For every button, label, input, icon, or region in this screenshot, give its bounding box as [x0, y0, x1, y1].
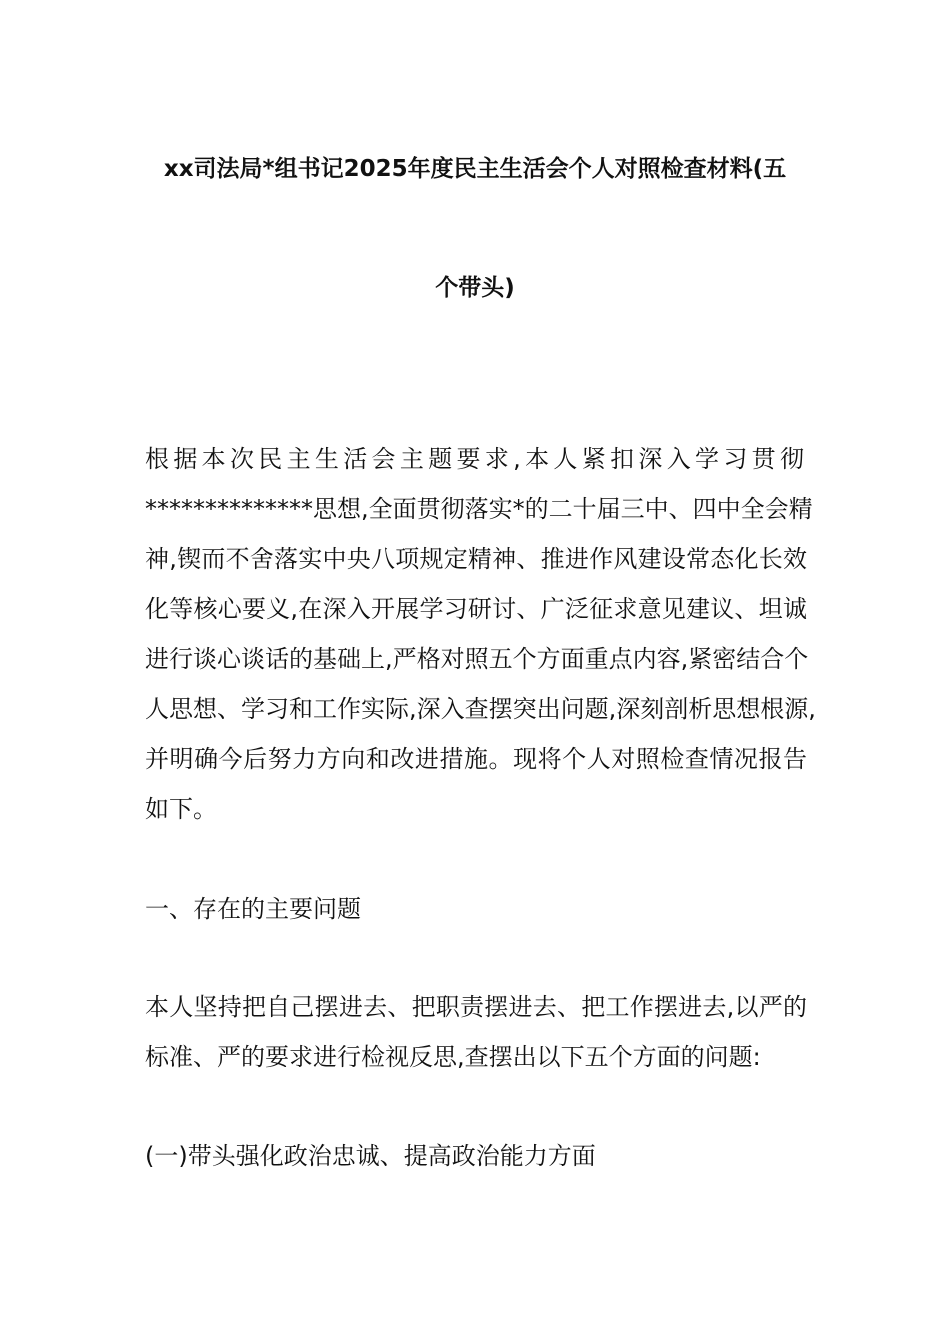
subsection-heading: (一)带头强化政治忠诚、提高政治能力方面 — [145, 1142, 596, 1170]
intro-paragraph-line: 并明确今后努力方向和改进措施。现将个人对照检查情况报告 — [145, 745, 807, 773]
document-title-line-1: xx司法局*组书记2025年度民主生活会个人对照检查材料(五 — [163, 156, 787, 182]
body-paragraph-line: 本人坚持把自己摆进去、把职责摆进去、把工作摆进去,以严的 — [145, 993, 807, 1021]
intro-paragraph-line: 根据本次民主生活会主题要求,本人紧扣深入学习贯彻 — [145, 445, 807, 473]
body-paragraph-line: 标准、严的要求进行检视反思,查摆出以下五个方面的问题: — [145, 1043, 761, 1071]
intro-paragraph-line: 进行谈心谈话的基础上,严格对照五个方面重点内容,紧密结合个 — [145, 645, 809, 673]
section-heading: 一、存在的主要问题 — [145, 895, 361, 923]
intro-paragraph-line: **************思想,全面贯彻落实*的二十届三中、四中全会精 — [145, 495, 813, 523]
intro-paragraph-line: 人思想、学习和工作实际,深入查摆突出问题,深刻剖析思想根源, — [145, 695, 816, 723]
intro-paragraph-line: 如下。 — [145, 795, 217, 823]
document-title-line-2: 个带头) — [435, 275, 515, 301]
intro-paragraph-line: 化等核心要义,在深入开展学习研讨、广泛征求意见建议、坦诚 — [145, 595, 807, 623]
intro-paragraph-line: 神,锲而不舍落实中央八项规定精神、推进作风建设常态化长效 — [145, 545, 807, 573]
